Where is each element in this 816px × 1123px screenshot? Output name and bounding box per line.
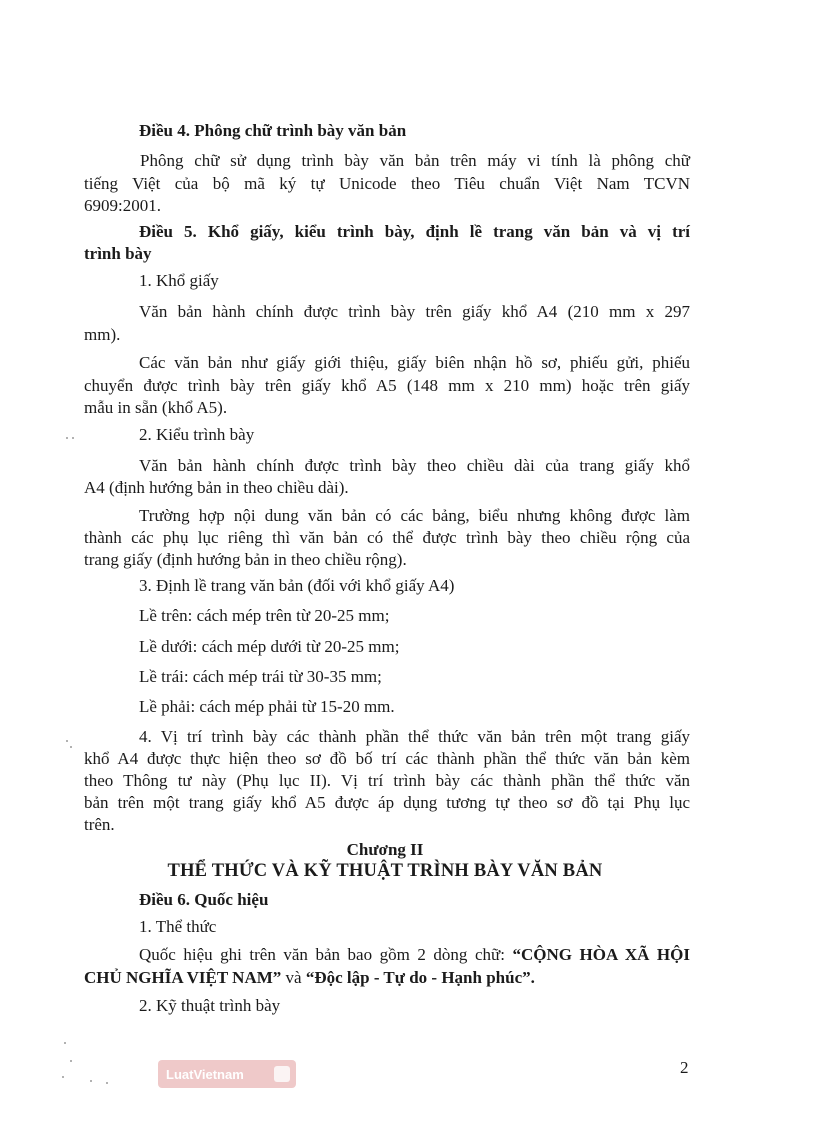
scan-speck (70, 746, 72, 748)
paragraph-line: Trường hợp nội dung văn bản có các bảng, biểu nhưng không được làm (139, 506, 690, 525)
paragraph-line: thành các phụ lục riêng thì văn bản có thể được trình bày theo chiều rộng của (84, 528, 690, 547)
section-title: 1. Thể thức (139, 917, 217, 936)
paragraph-line: bản trên một trang giấy khổ A5 được áp dụng tương tự theo sơ đồ tại Phụ lục (84, 793, 690, 812)
national-name-text: CHỦ NGHĨA VIỆT NAM” (84, 968, 282, 987)
margin-rule: Lề dưới: cách mép dưới từ 20-25 mm; (139, 637, 400, 656)
chapter-number: Chương II (346, 840, 424, 859)
national-name-text: “CỘNG HÒA XÃ HỘI (512, 945, 690, 964)
margin-rule: Lề trên: cách mép trên từ 20-25 mm; (139, 606, 390, 625)
paragraph-line: mm). (84, 325, 121, 344)
section-title: 1. Khổ giấy (139, 271, 219, 290)
paragraph-text: . (530, 968, 535, 987)
paragraph-line (84, 968, 535, 988)
scan-speck (66, 740, 68, 742)
paragraph-line: trên. (84, 815, 115, 834)
motto-text: “Độc lập - Tự do - Hạnh phúc” (305, 968, 531, 987)
chapter-title: THỂ THỨC VÀ KỸ THUẬT TRÌNH BÀY VĂN BẢN (167, 861, 603, 881)
paragraph-line: mẫu in sẵn (khổ A5). (84, 398, 228, 417)
margin-rule: Lề trái: cách mép trái từ 30-35 mm; (139, 667, 382, 686)
paragraph-text: Quốc hiệu ghi trên văn bản bao gồm 2 dòng chữ: (139, 945, 513, 964)
paragraph-line (139, 945, 690, 965)
paragraph-line: A4 (định hướng bản in theo chiều dài). (84, 478, 349, 497)
article-5-heading: Điều 5. Khổ giấy, kiểu trình bày, định lề trang văn bản và vị trí (139, 222, 690, 241)
paragraph-text: và (281, 968, 306, 987)
article-4-line: tiếng Việt của bộ mã ký tự Unicode theo Tiêu chuẩn Việt Nam TCVN (84, 174, 690, 193)
section-title: 3. Định lề trang văn bản (đối với khổ giấy A4) (139, 576, 455, 595)
watermark-logo (158, 1060, 296, 1088)
scan-speck (66, 437, 68, 439)
scan-speck (70, 1060, 72, 1062)
paragraph-line: trang giấy (định hướng bản in theo chiều rộng). (84, 550, 407, 569)
scan-speck (64, 1042, 66, 1044)
scan-speck (72, 437, 74, 439)
article-5-heading-cont: trình bày (84, 244, 152, 263)
paragraph-line: 4. Vị trí trình bày các thành phần thể thức văn bản trên một trang giấy (139, 727, 690, 746)
watermark-icon (274, 1066, 290, 1082)
section-title: 2. Kiểu trình bày (139, 425, 255, 444)
watermark-text: LuatVietnam (166, 1066, 244, 1082)
paragraph-line: khổ A4 được thực hiện theo sơ đồ bố trí các thành phần thể thức văn bản kèm (84, 749, 690, 768)
page-number: 2 (680, 1058, 689, 1077)
paragraph-line: theo Thông tư này (Phụ lục II). Vị trí trình bày các thành phần thể thức văn (84, 771, 690, 790)
article-4-line: 6909:2001. (84, 196, 161, 215)
scan-speck (62, 1076, 64, 1078)
section-title: 2. Kỹ thuật trình bày (139, 996, 281, 1015)
article-6-heading: Điều 6. Quốc hiệu (139, 890, 269, 909)
paragraph-line: Các văn bản như giấy giới thiệu, giấy biên nhận hồ sơ, phiếu gửi, phiếu (139, 353, 690, 372)
scan-speck (90, 1080, 92, 1082)
paragraph-line: Văn bản hành chính được trình bày trên giấy khổ A4 (210 mm x 297 (139, 302, 690, 321)
paragraph-line: Văn bản hành chính được trình bày theo chiều dài của trang giấy khổ (139, 456, 690, 475)
article-4-line: Phông chữ sử dụng trình bày văn bản trên máy vi tính là phông chữ (140, 151, 690, 170)
paragraph-line: chuyển được trình bày trên giấy khổ A5 (148 mm x 210 mm) hoặc trên giấy (84, 376, 690, 395)
scan-speck (106, 1082, 108, 1084)
article-4-heading: Điều 4. Phông chữ trình bày văn bản (139, 121, 407, 140)
margin-rule: Lề phải: cách mép phải từ 15-20 mm. (139, 697, 395, 716)
